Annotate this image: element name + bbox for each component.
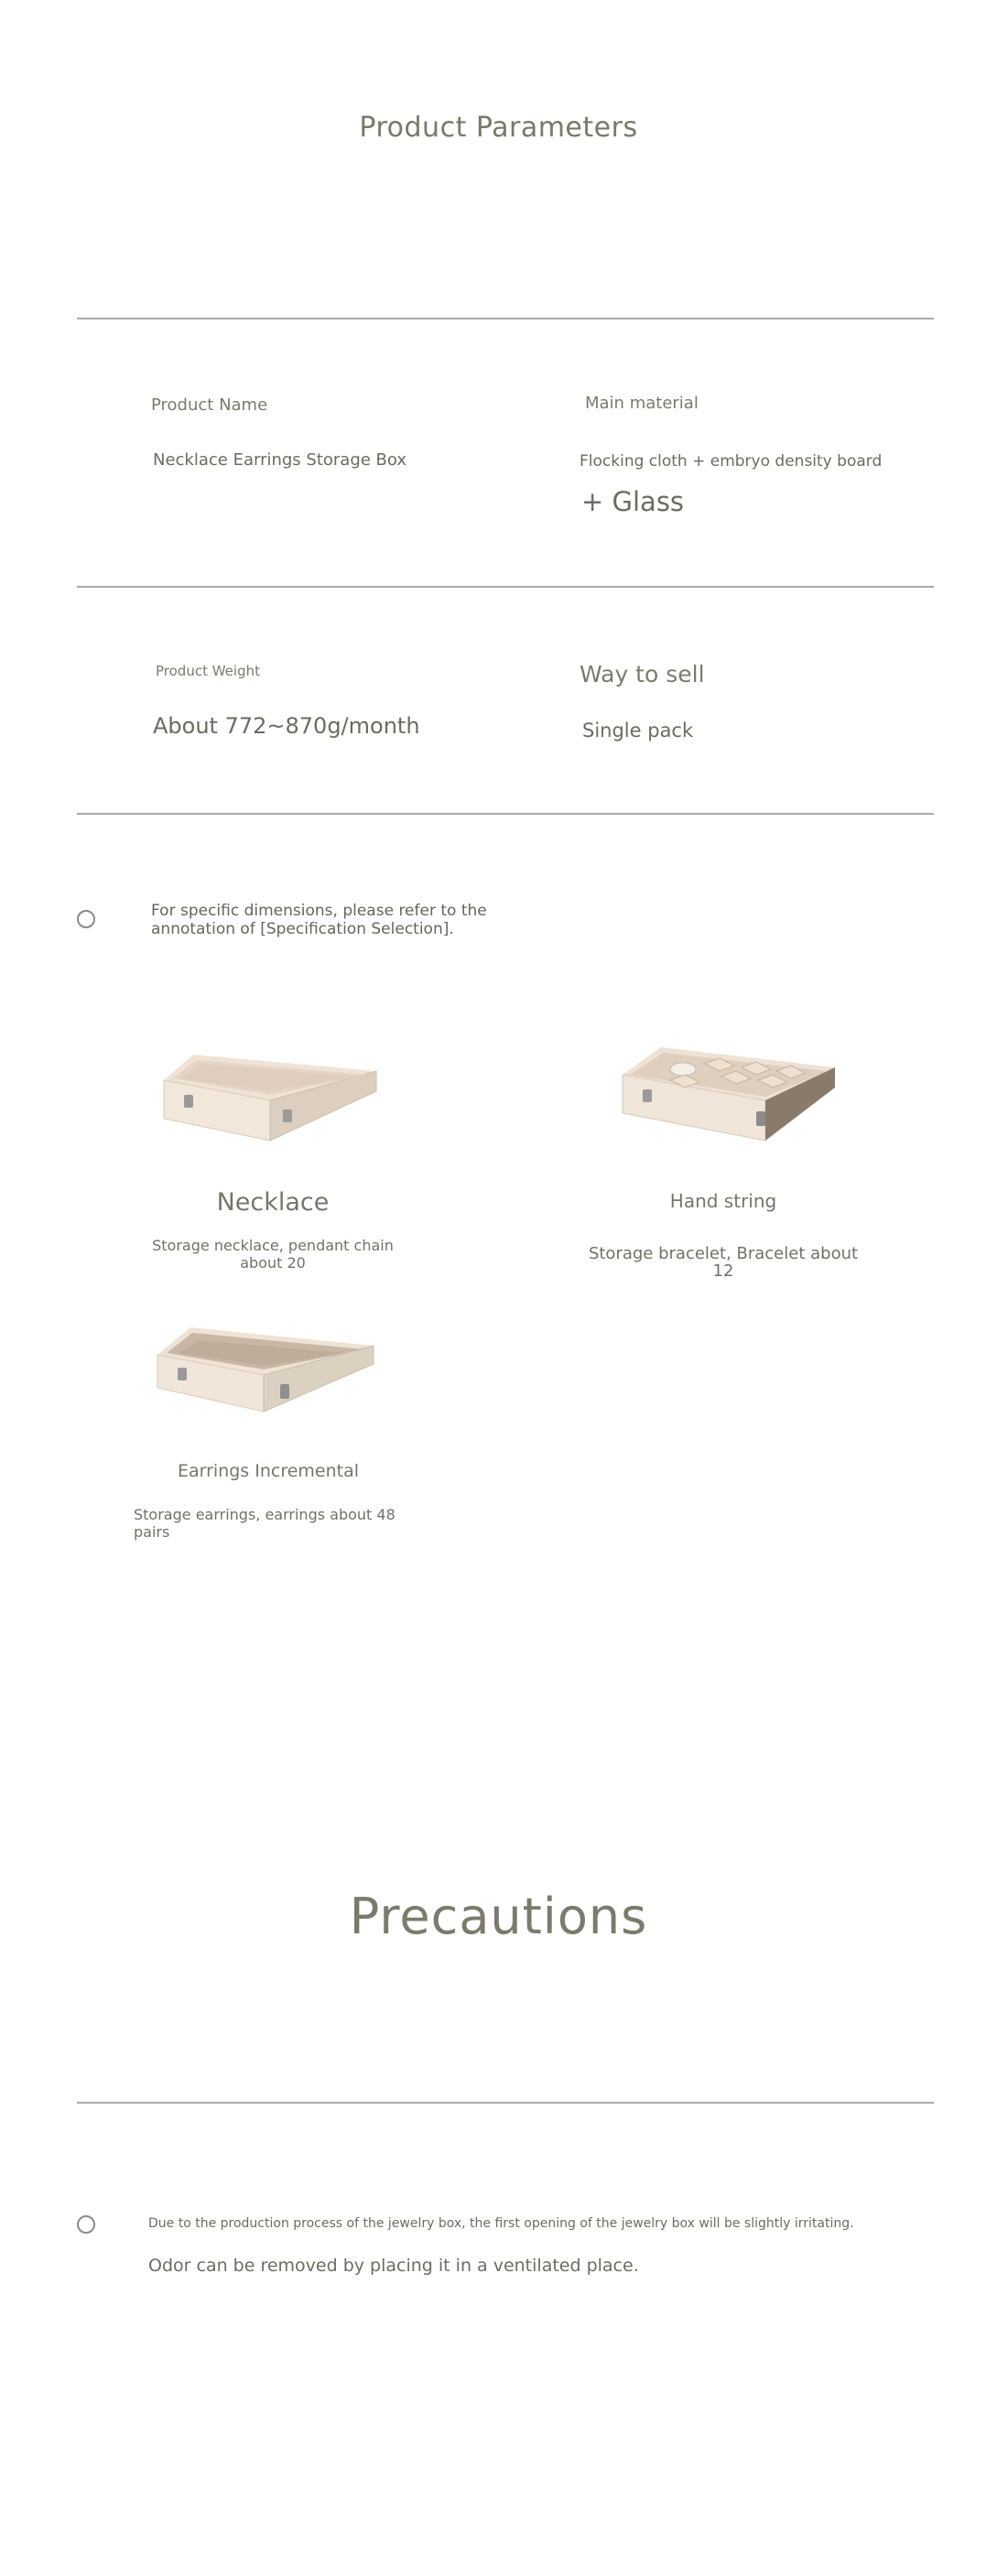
bullet-circle-icon: [77, 910, 95, 928]
product-weight-label: Product Weight: [156, 663, 260, 679]
necklace-box-icon: [160, 1053, 376, 1144]
bullet-circle-icon: [77, 2215, 95, 2234]
precaution-line-2: Odor can be removed by placing it in a ventilated place.: [148, 2256, 639, 2276]
product-name: Hand string: [669, 1190, 777, 1212]
product-description: Storage necklace, pendant chain about 20: [152, 1237, 394, 1272]
divider: [77, 813, 934, 815]
product-name-value: Necklace Earrings Storage Box: [153, 450, 407, 470]
precautions-title: Precautions: [349, 1888, 648, 1945]
main-material-label: Main material: [585, 394, 699, 413]
earrings-box-icon: [154, 1326, 374, 1413]
divider: [77, 2102, 934, 2104]
product-name: Earrings Incremental: [177, 1461, 360, 1481]
product-name-label: Product Name: [151, 395, 268, 415]
way-to-sell-value: Single pack: [582, 720, 694, 741]
divider: [77, 318, 934, 319]
product-description: Storage earrings, earrings about 48 pairs: [134, 1506, 396, 1541]
parameters-title: Product Parameters: [359, 112, 638, 144]
bracelet-box-icon: [619, 1045, 835, 1142]
specification-note: For specific dimensions, please refer to the annotation of [Specification Selection].: [151, 902, 487, 938]
way-to-sell-label: Way to sell: [580, 661, 705, 687]
divider: [77, 586, 934, 588]
product-weight-value: About 772~870g/month: [153, 713, 420, 739]
product-name: Necklace: [216, 1188, 330, 1217]
main-material-value-glass: + Glass: [581, 486, 685, 517]
main-material-value: Flocking cloth + embryo density board: [580, 452, 883, 471]
precaution-line-1: Due to the production process of the jewelry box, the first opening of the jewelry box will be slightly irritating.: [148, 2216, 854, 2231]
product-description: Storage bracelet, Bracelet about 12: [588, 1244, 859, 1281]
